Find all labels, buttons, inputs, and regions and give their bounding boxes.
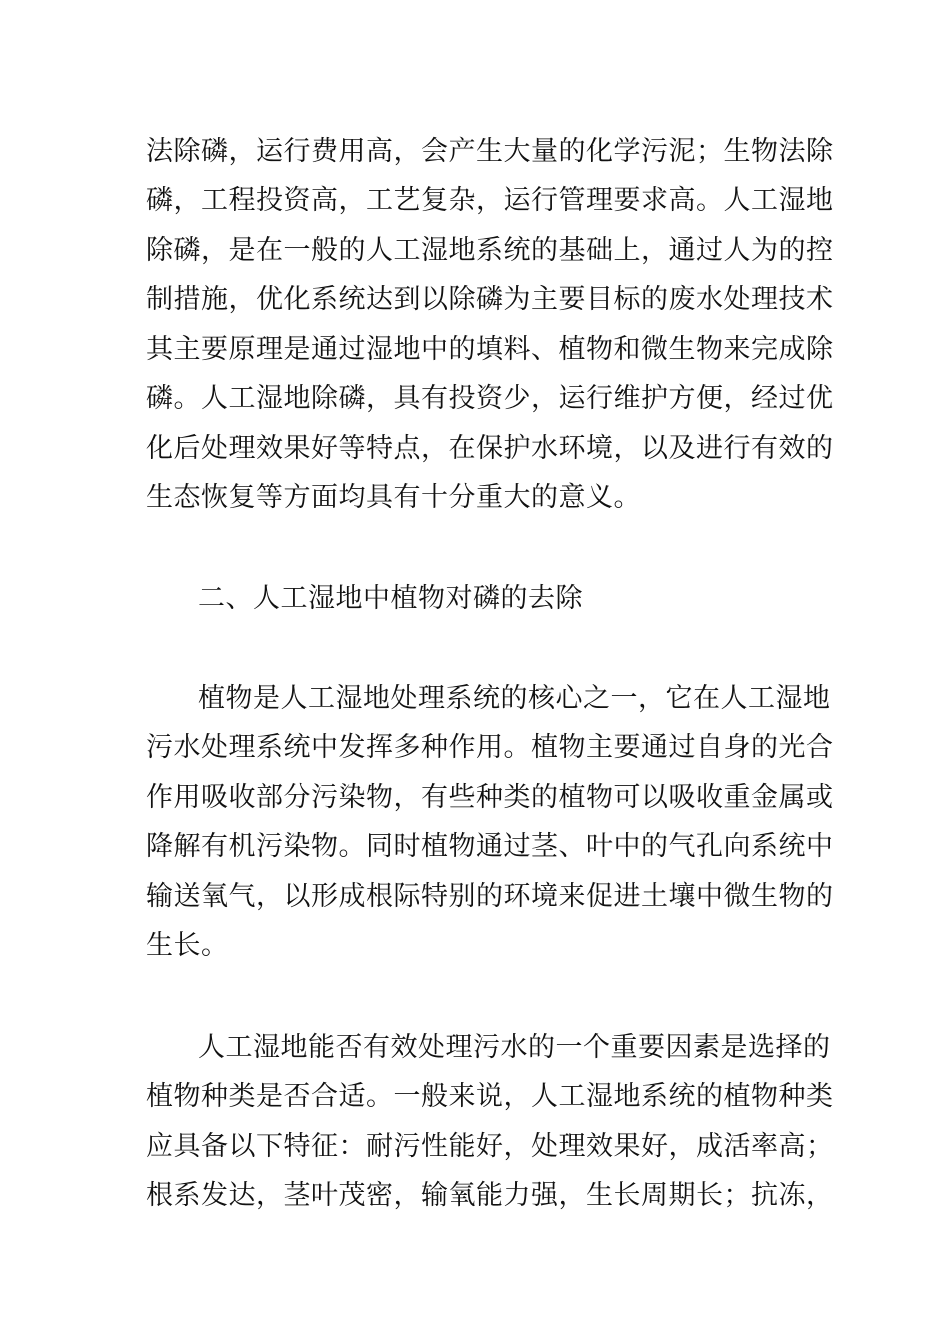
paragraph-2-line-6: 生长。 [146,930,229,961]
paragraph-2-line-1: 植物是人工湿地处理系统的核心之一，它在人工湿地 [198,683,831,714]
paragraph-1-line-4: 制措施，优化系统达到以除磷为主要目标的废水处理技术 [146,284,834,315]
paragraph-3-line-1: 人工湿地能否有效处理污水的一个重要因素是选择的 [198,1032,831,1063]
paragraph-3-line-2: 植物种类是否合适。一般来说，人工湿地系统的植物种类 [146,1081,834,1112]
paragraph-1-line-5: 其主要原理是通过湿地中的填料、植物和微生物来完成除 [146,334,834,365]
paragraph-3-line-3: 应具备以下特征：耐污性能好，处理效果好，成活率高； [146,1131,834,1162]
paragraph-2-line-3: 作用吸收部分污染物，有些种类的植物可以吸收重金属或 [146,782,834,813]
paragraph-1-line-1: 法除磷，运行费用高，会产生大量的化学污泥；生物法除 [146,136,834,167]
paragraph-1-line-3: 除磷，是在一般的人工湿地系统的基础上，通过人为的控 [146,235,834,266]
paragraph-2-line-4: 降解有机污染物。同时植物通过茎、叶中的气孔向系统中 [146,831,834,862]
paragraph-1-line-8: 生态恢复等方面均具有十分重大的意义。 [146,482,641,513]
paragraph-1-line-6: 磷。人工湿地除磷，具有投资少，运行维护方便，经过优 [146,383,834,414]
paragraph-3-line-4: 根系发达，茎叶茂密，输氧能力强，生长周期长；抗冻， [146,1180,834,1211]
paragraph-2-line-5: 输送氧气，以形成根际特别的环境来促进土壤中微生物的 [146,881,834,912]
paragraph-1-line-2: 磷，工程投资高，工艺复杂，运行管理要求高。人工湿地 [146,185,834,216]
paragraph-1-line-7: 化后处理效果好等特点，在保护水环境，以及进行有效的 [146,433,834,464]
paragraph-2-line-2: 污水处理系统中发挥多种作用。植物主要通过自身的光合 [146,732,834,763]
section-heading: 二、人工湿地中植物对磷的去除 [198,583,583,614]
